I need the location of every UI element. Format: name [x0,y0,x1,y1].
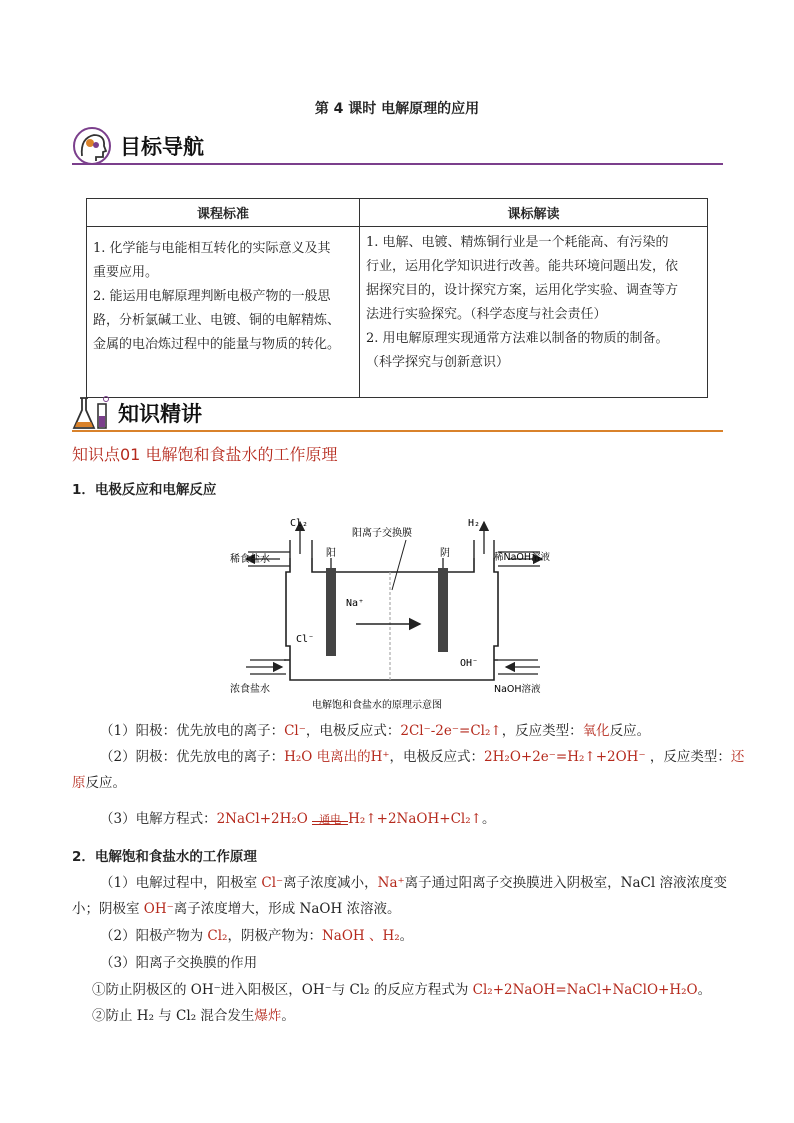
principle-line-1: （1）电解过程中，阳极室 Cl⁻离子浓度减小，Na⁺离子通过阳离子交换膜进入阴极室，NaCl 溶液浓度变 [100,875,727,891]
knowledge-point-title: 知识点01 电解饱和食盐水的工作原理 [72,445,338,464]
cathode-line: （2）阴极：优先放电的离子：H₂O 电离出的H⁺，电极反应式：2H₂O+2e⁻=H₂↑+2OH⁻ ，反应类型：还 [100,749,745,765]
table-line: 2. 能运用电解原理判断电极产物的一般思 [93,289,331,304]
membrane-pointer [392,540,406,590]
table-header-interpretation: 课标解读 [360,199,708,227]
heading-working-principle: 2．电解饱和食盐水的工作原理 [72,849,257,865]
table-line: 1. 化学能与电能相互转化的实际意义及其 [93,241,331,256]
membrane-role-1: ①防止阴极区的 OH⁻进入阳极区，OH⁻与 Cl₂ 的反应方程式为 Cl₂+2NaOH=NaCl+NaClO+H₂O。 [92,982,712,998]
label-naoh: NaOH溶液 [494,684,541,695]
membrane-role-2: ②防止 H₂ 与 Cl₂ 混合发生爆炸。 [92,1008,295,1024]
section-title-knowledge: 知识精讲 [118,402,202,426]
cathode-line-cont: 原反应。 [72,775,126,791]
label-membrane: 阳离子交换膜 [352,528,412,539]
label-dilute-naoh: 稀NaOH溶液 [494,552,551,563]
label-cathode: 阴 [440,548,450,559]
table-line: 据探究目的，设计探究方案，运用化学实验、调查等方 [366,283,679,298]
anode-line: （1）阳极：优先放电的离子：Cl⁻，电极反应式：2Cl⁻-2e⁻=Cl₂↑，反应类型：氧化反应。 [100,723,651,739]
cl2-outlet [290,540,312,558]
table-cell-interpretation [360,227,708,398]
cell-top [312,558,474,572]
table-line: 法进行实验探究。（科学态度与社会责任） [366,307,607,322]
condition-arrow: 通电 [312,821,348,832]
products-line: （2）阳极产物为 Cl₂，阴极产物为：NaOH 、H₂。 [100,928,414,944]
section-header-knowledge [72,394,202,432]
section-divider [72,430,723,432]
flask-icon [72,394,114,432]
table-line: 路，分析氯碱工业、电镀、铜的电解精炼、 [93,313,341,328]
table-line: 行业，运用化学知识进行改善。能共环境问题出发，依 [366,259,679,274]
standards-table [86,198,708,398]
cathode-electrode [438,568,448,652]
label-cl-ion: Cl⁻ [296,634,315,645]
label-na-ion: Na⁺ [346,598,365,609]
page-title: 第 4 课时 电解原理的应用 [314,101,480,117]
label-conc-brine: 浓食盐水 [230,684,270,695]
principle-line-2: 小；阴极室 OH⁻离子浓度增大，形成 NaOH 浓溶液。 [72,901,401,917]
label-cl2: Cl₂ [290,518,309,529]
label-oh-ion: OH⁻ [460,658,479,669]
table-line: 2. 用电解原理实现通常方法难以制备的物质的制备。 [366,331,669,346]
table-cell-standards [87,227,360,398]
section-title-goals: 目标导航 [120,135,204,159]
anode-electrode [326,568,336,656]
table-line: 重要应用。 [93,265,159,280]
section-divider [72,163,723,165]
table-line: 1. 电解、电镀、精炼铜行业是一个耗能高、有污染的 [366,235,669,250]
label-h2: H₂ [468,518,481,529]
label-anode: 阳 [326,548,336,559]
table-line: 金属的电冶炼过程中的能量与物质的转化。 [93,337,341,352]
electrolysis-diagram [228,510,558,715]
label-dilute-brine: 稀食盐水 [230,554,270,565]
diagram-caption: 电解饱和食盐水的原理示意图 [312,700,442,711]
brain-head-icon [72,126,114,166]
table-header-standards: 课程标准 [87,199,360,227]
membrane-role-heading: （3）阳离子交换膜的作用 [100,955,258,971]
table-line: （科学探究与创新意识） [366,355,510,370]
heading-electrode-reactions: 1．电极反应和电解反应 [72,482,217,498]
section-header-goals [72,126,204,166]
equation-line: （3）电解方程式：2NaCl+2H₂O 通电 H₂↑+2NaOH+Cl₂↑。 [100,806,495,832]
